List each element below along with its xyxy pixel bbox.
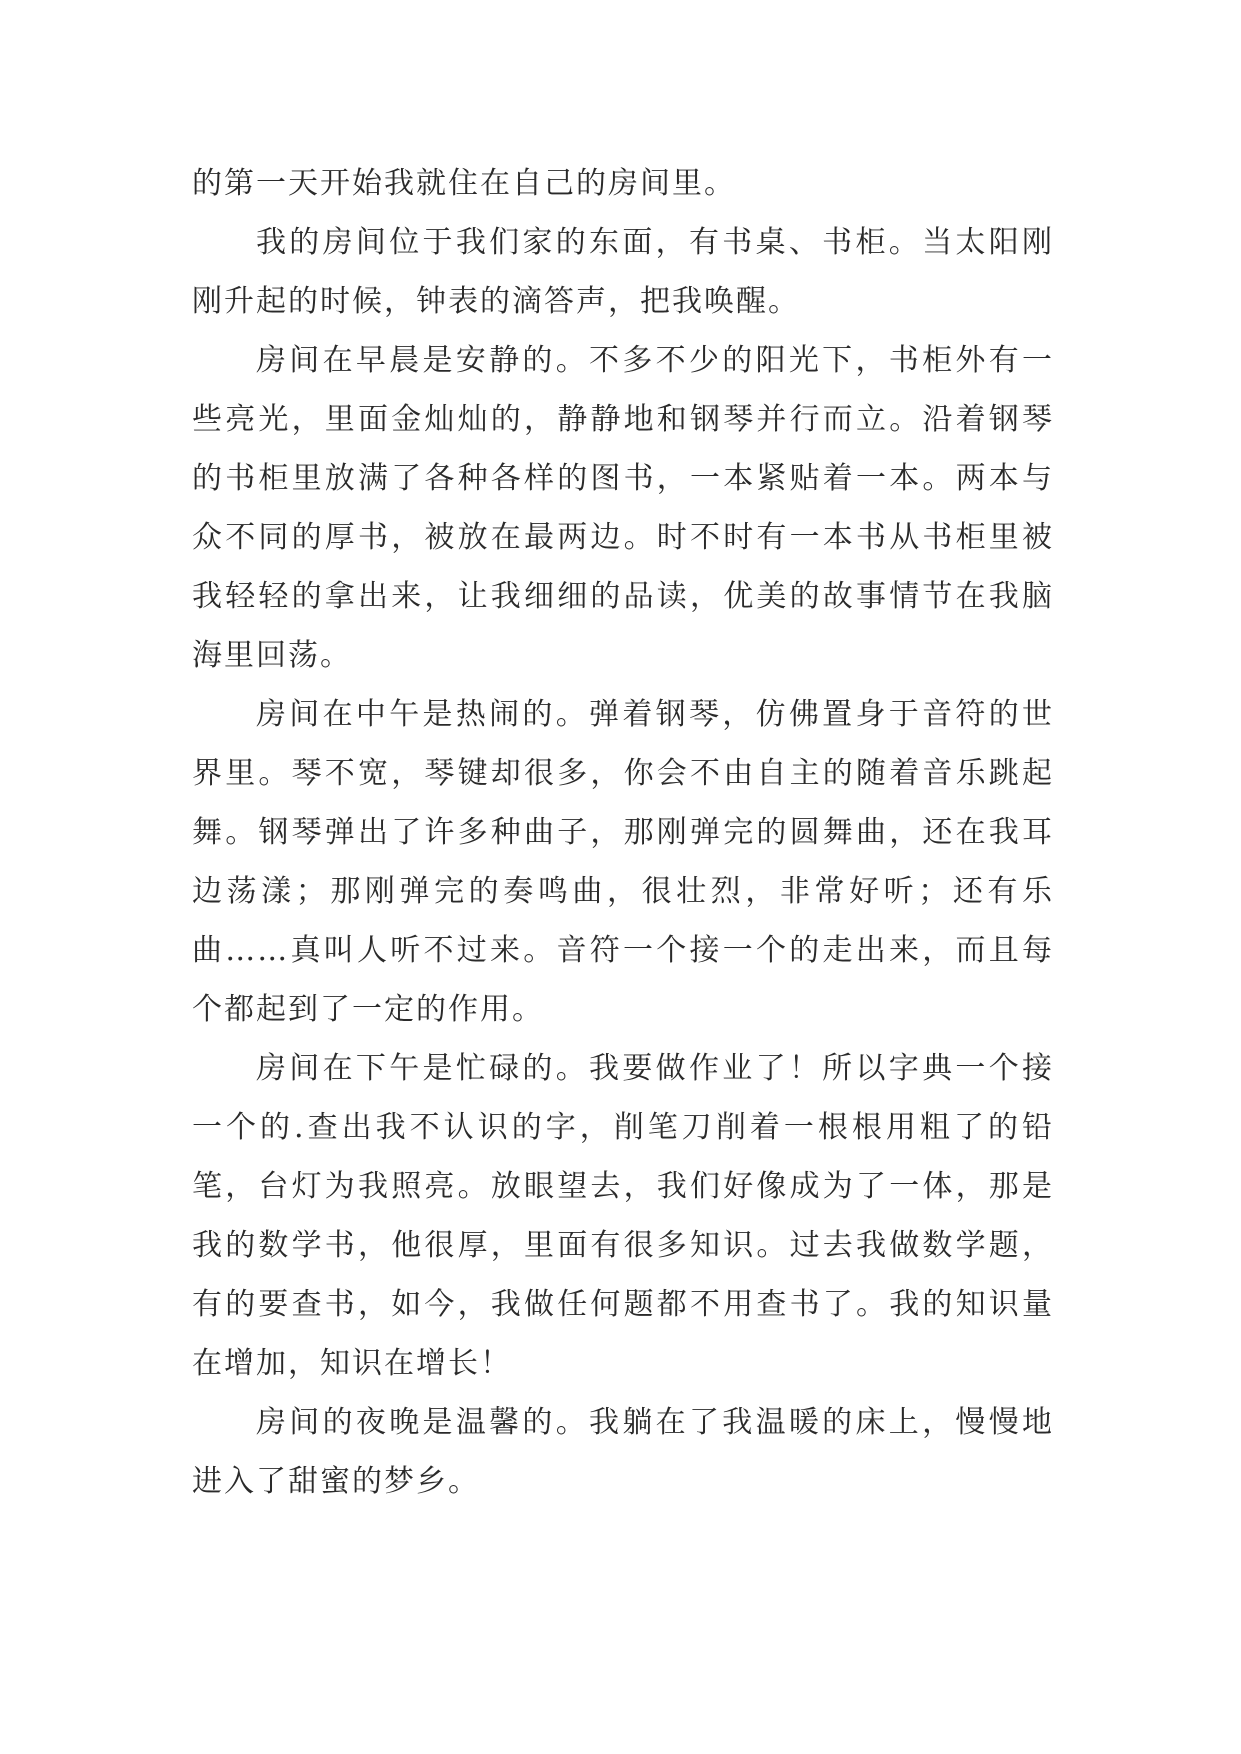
paragraph-evening: 房间的夜晚是温馨的。我躺在了我温暖的床上，慢慢地进入了甜蜜的梦乡。 <box>192 1405 1054 1499</box>
document-body <box>192 154 1054 1511</box>
paragraph-morning: 房间在早晨是安静的。不多不少的阳光下，书柜外有一些亮光，里面金灿灿的，静静地和钢琴并行而立。沿着钢琴的书柜里放满了各种各样的图书，一本紧贴着一本。两本与众不同的厚书，被放在最两边。时不时有一本书从书柜里被我轻轻的拿出来，让我细细的品读，优美的故事情节在我脑海里回荡。 <box>192 343 1054 673</box>
paragraph-afternoon: 房间在下午是忙碌的。我要做作业了！所以字典一个接一个的.查出我不认识的字，削笔刀削着一根根用粗了的铅笔，台灯为我照亮。放眼望去，我们好像成为了一体，那是我的数学书，他很厚，里面有很多知识。过去我做数学题，有的要查书，如今，我做任何题都不用查书了。我的知识量在增加，知识在增长！ <box>192 1051 1054 1381</box>
paragraph-room-location: 我的房间位于我们家的东面，有书桌、书柜。当太阳刚刚升起的时候，钟表的滴答声，把我唤醒。 <box>192 225 1054 319</box>
paragraph-continuation: 的第一天开始我就住在自己的房间里。 <box>192 166 736 201</box>
paragraph-noon: 房间在中午是热闹的。弹着钢琴，仿佛置身于音符的世界里。琴不宽，琴键却很多，你会不由自主的随着音乐跳起舞。钢琴弹出了许多种曲子，那刚弹完的圆舞曲，还在我耳边荡漾；那刚弹完的奏鸣曲，很壮烈，非常好听；还有乐曲……真叫人听不过来。音符一个接一个的走出来，而且每个都起到了一定的作用。 <box>192 697 1054 1027</box>
